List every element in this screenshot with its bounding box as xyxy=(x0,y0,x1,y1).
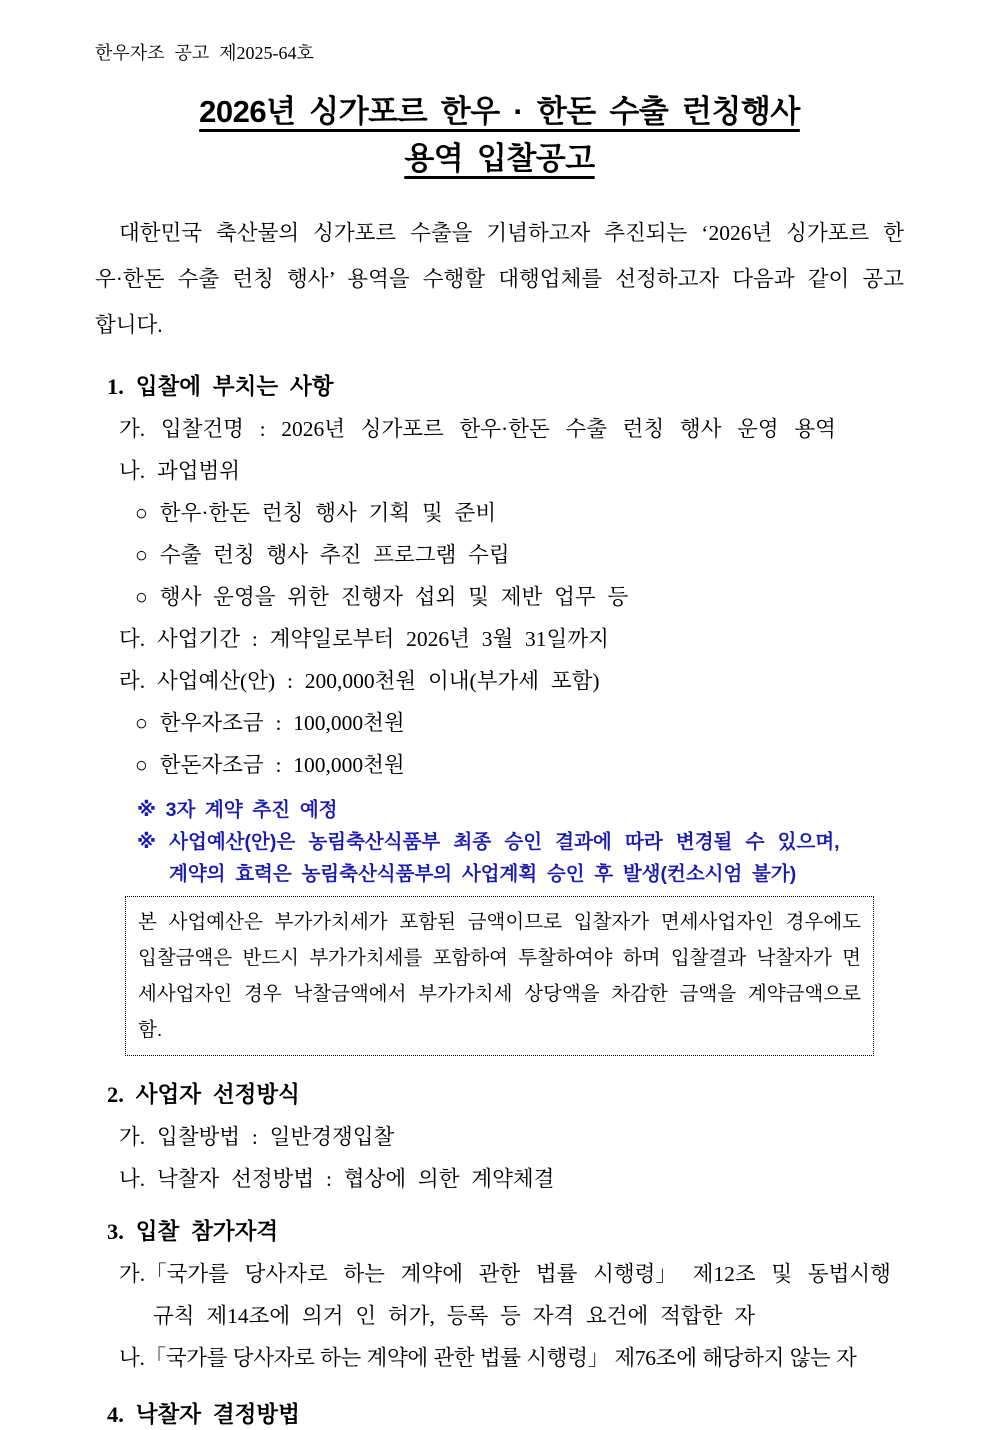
blue-notes xyxy=(95,794,904,890)
note-third-party-contract: ※ 3자 계약 추진 예정 xyxy=(137,799,338,821)
section-2-item-ga: 가. 입찰방법 : 일반경쟁입찰 xyxy=(119,1125,395,1149)
doc-number: 한우자조 공고 제2025-64호 xyxy=(95,43,314,63)
scope-bullet-1: ○ 한우·한돈 런칭 행사 기획 및 준비 xyxy=(135,501,497,525)
section-1-heading: 1. 입찰에 부치는 사항 xyxy=(107,374,334,399)
section-3-item-ga-line-1: 가.「국가를 당사자로 하는 계약에 관한 법률 시행령」 제12조 및 동법시행 xyxy=(119,1262,891,1286)
section-3-item-ga-line-2: 규칙 제14조에 의거 인 허가, 등록 등 자격 요건에 적합한 자 xyxy=(153,1304,756,1328)
vat-notice-box: 본 사업예산은 부가가치세가 포함된 금액이므로 입찰자가 면세사업자인 경우에도 입찰금액은 반드시 부가가치세를 포함하여 투찰하여야 하며 입찰결과 낙찰자가 면세사업자인 경우 낙찰금액에서 부가가치세 상당액을 차감한 금액을 계약금액으로 함. xyxy=(125,896,874,1056)
section-1 xyxy=(95,372,904,1056)
budget-bullet-hanwoo: ○ 한우자조금 : 100,000천원 xyxy=(135,711,405,735)
section-1-item-na: 나. 과업범위 xyxy=(119,459,241,483)
document-title xyxy=(95,88,904,182)
section-3-heading: 3. 입찰 참가자격 xyxy=(107,1219,279,1244)
section-1-item-ra: 라. 사업예산(안) : 200,000천원 이내(부가세 포함) xyxy=(119,669,600,693)
note-budget-change-line-2: 계약의 효력은 농림축산식품부의 사업계획 승인 후 발생(컨소시엄 불가) xyxy=(169,863,797,885)
section-4-heading: 4. 낙찰자 결정방법 xyxy=(107,1402,300,1427)
section-2 xyxy=(95,1080,904,1193)
section-4 xyxy=(95,1400,904,1430)
section-1-item-ga: 가. 입찰건명 : 2026년 싱가포르 한우·한돈 수출 런칭 행사 운영 용역 xyxy=(119,417,836,441)
note-budget-change-line-1: ※ 사업예산(안)은 농림축산식품부 최종 승인 결과에 따라 변경될 수 있으며, xyxy=(137,831,840,853)
title-line-1: 2026년 싱가포르 한우 · 한돈 수출 런칭행사 xyxy=(199,94,800,129)
section-1-item-da: 다. 사업기간 : 계약일로부터 2026년 3월 31일까지 xyxy=(119,627,609,651)
scope-bullet-2: ○ 수출 런칭 행사 추진 프로그램 수립 xyxy=(135,543,510,567)
budget-bullet-handon: ○ 한돈자조금 : 100,000천원 xyxy=(135,753,405,777)
section-2-item-na: 나. 낙찰자 선정방법 : 협상에 의한 계약체결 xyxy=(119,1167,555,1191)
section-2-heading: 2. 사업자 선정방식 xyxy=(107,1082,300,1107)
scope-bullet-3: ○ 행사 운영을 위한 진행자 섭외 및 제반 업무 등 xyxy=(135,585,629,609)
intro-paragraph: 대한민국 축산물의 싱가포르 수출을 기념하고자 추진되는 ‘2026년 싱가포르 한우·한돈 수출 런칭 행사’ 용역을 수행할 대행업체를 선정하고자 다음과 같이 공고합니다. xyxy=(95,221,904,337)
title-line-2: 용역 입찰공고 xyxy=(404,141,595,176)
section-3-item-na: 나.「국가를 당사자로 하는 계약에 관한 법률 시행령」 제76조에 해당하지 않는 자 xyxy=(119,1346,857,1370)
section-3 xyxy=(95,1217,904,1372)
